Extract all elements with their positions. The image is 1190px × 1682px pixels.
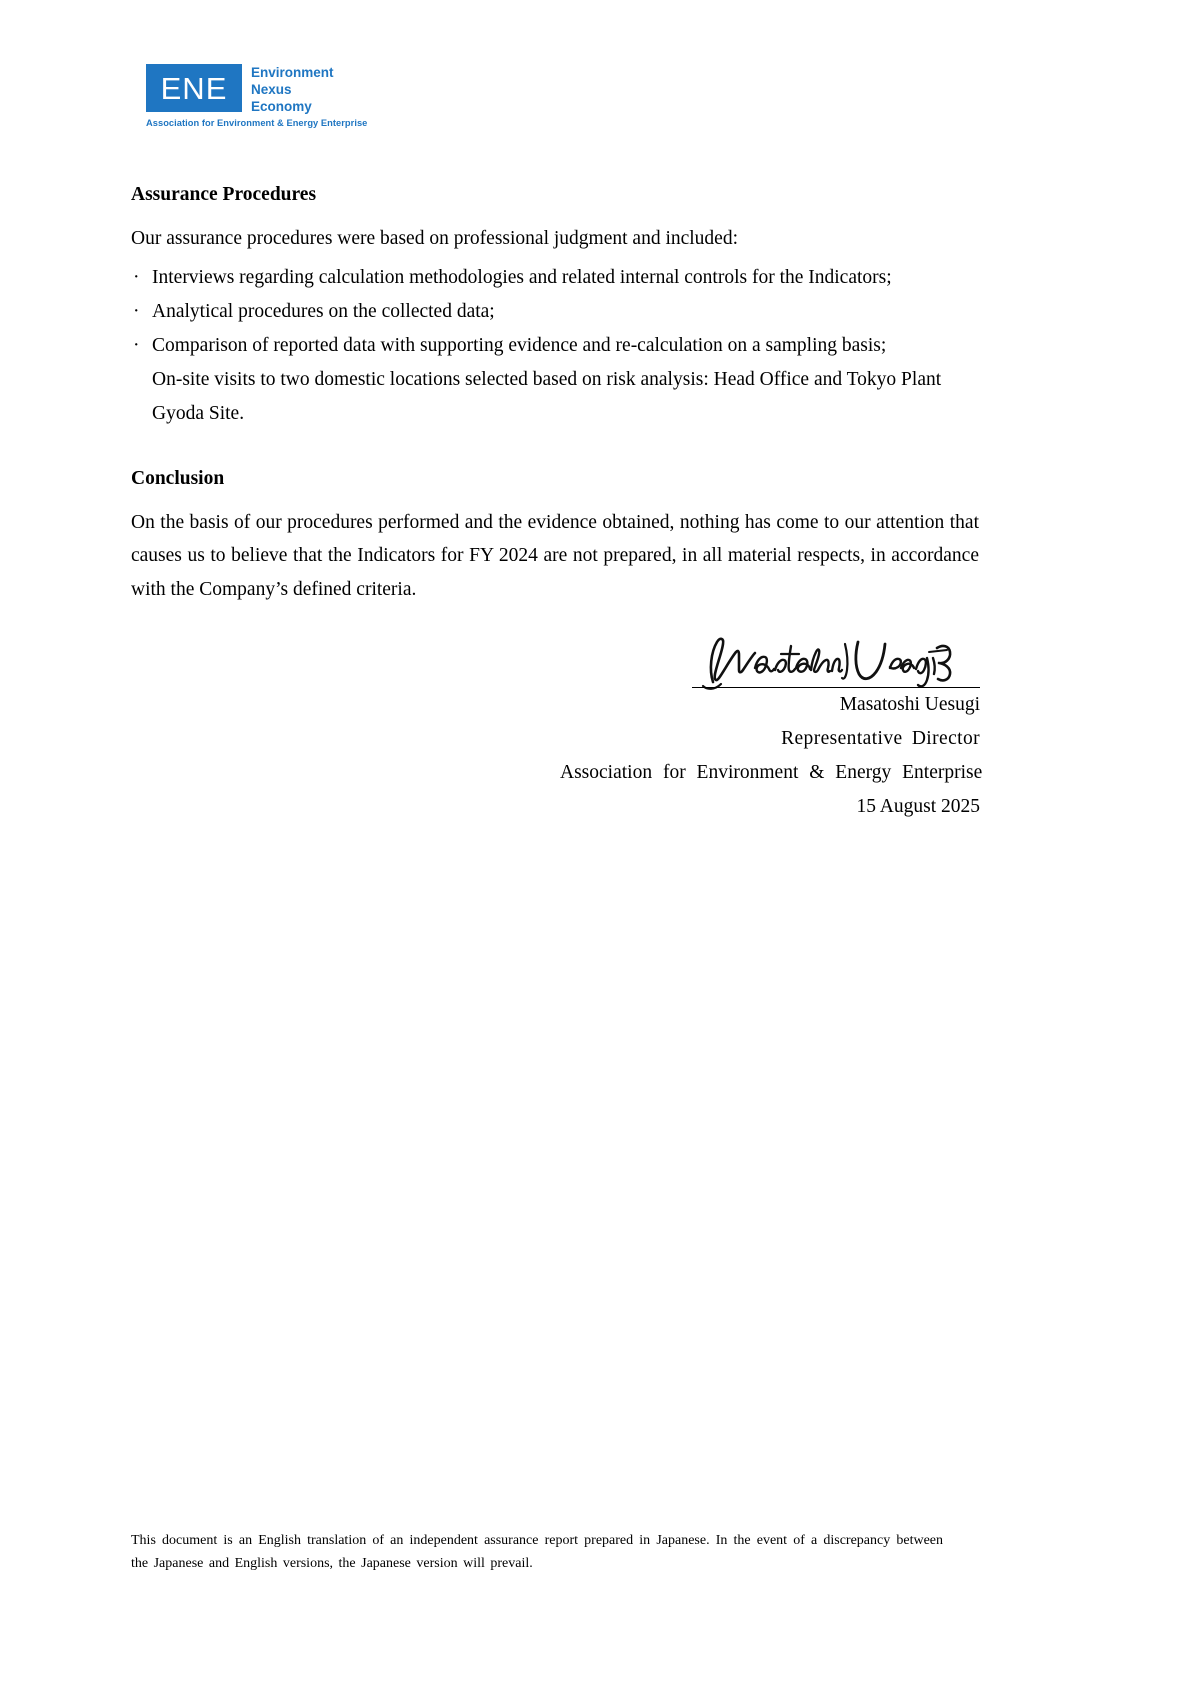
logo-word-economy: Economy	[251, 99, 312, 114]
assurance-procedures-heading: Assurance Procedures	[131, 184, 317, 205]
conclusion-body: On the basis of our procedures performed and the evidence obtained, nothing has come to our attention that causes us to believe that the Indicators for FY 2024 are not prepared, in all material respects, in accordance with the Company’s defined criteria.	[131, 511, 979, 601]
bullet-dot-icon: ·	[133, 267, 140, 289]
logo-tagline: Association for Environment & Energy Enterprise	[146, 118, 368, 128]
signatory-organization: Association for Environment & Energy Enterprise	[560, 761, 983, 783]
list-item-label: Interviews regarding calculation methodologies and related internal controls for the Indicators;	[152, 267, 892, 289]
logo-row	[146, 64, 356, 115]
assurance-procedures-continuation: On-site visits to two domestic locations selected based on risk analysis: Head Office and Tokyo Plant Gyoda Site.	[152, 369, 942, 425]
ene-logo-mark	[146, 64, 242, 112]
translation-disclaimer	[131, 1530, 943, 1575]
list-item-label: Analytical procedures on the collected data;	[152, 301, 495, 323]
section-spacer	[131, 431, 979, 469]
conclusion-heading: Conclusion	[131, 468, 225, 490]
bullet-dot-icon: ·	[133, 301, 140, 323]
organization-logo	[146, 64, 368, 128]
list-item	[131, 295, 979, 329]
document-body	[131, 185, 979, 607]
handwritten-signature-icon	[695, 630, 980, 692]
signatory-name: Masatoshi Uesugi	[839, 694, 980, 715]
assurance-procedures-intro: Our assurance procedures were based on professional judgment and included:	[131, 227, 739, 249]
ene-logo-mark-text: ENE	[160, 70, 228, 106]
signatory-title: Representative Director	[781, 727, 980, 749]
assurance-procedures-list	[131, 261, 979, 363]
signature-rule	[692, 687, 980, 688]
signature-block	[560, 628, 983, 824]
logo-wordmark	[251, 64, 334, 115]
signature-date: 15 August 2025	[856, 795, 980, 817]
translation-disclaimer-text: This document is an English translation of an independent assurance report prepared in Japanese. In the event of a discrepancy between the Japanese and English versions, the Japanese version will prevail.	[131, 1533, 943, 1571]
bullet-dot-icon: ·	[133, 335, 140, 357]
signature-area	[560, 628, 980, 688]
logo-word-environment: Environment	[251, 65, 334, 80]
logo-word-nexus: Nexus	[251, 82, 292, 97]
list-item-label: Comparison of reported data with supporting evidence and re-calculation on a sampling basis;	[152, 335, 887, 357]
list-item	[131, 329, 979, 363]
list-item	[131, 261, 979, 295]
